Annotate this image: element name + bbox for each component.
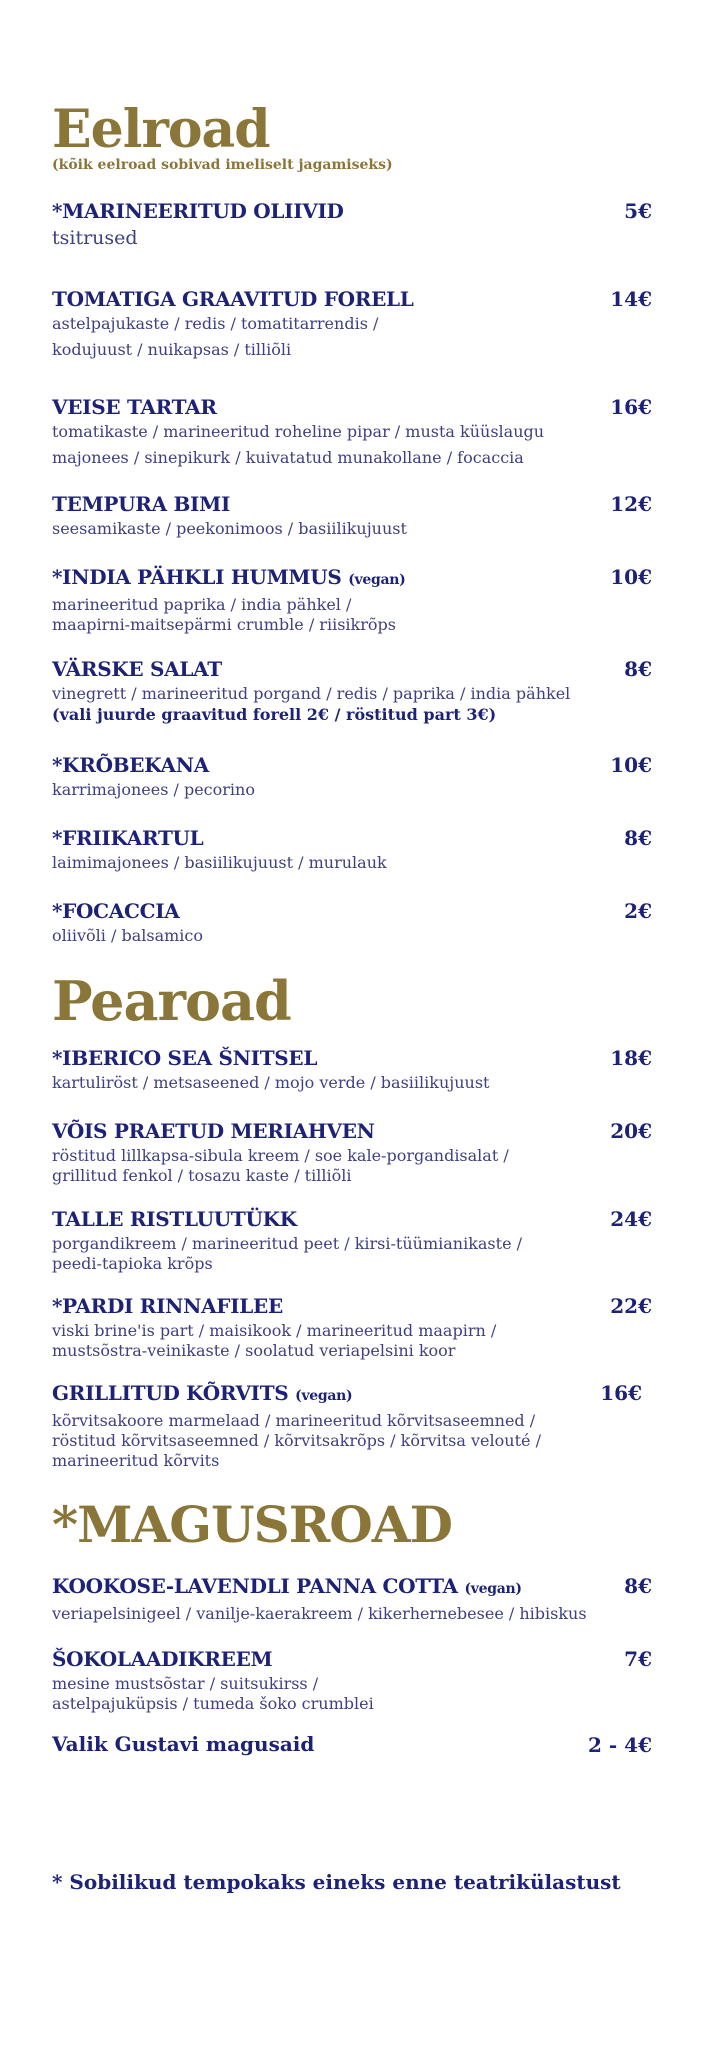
item-name: *IBERICO SEA ŠNITSEL	[52, 1046, 318, 1070]
item-price: 12€	[610, 492, 652, 516]
gustav-desserts-row	[52, 1732, 652, 1756]
item-name: TOMATIGA GRAAVITUD FORELL	[52, 287, 414, 311]
menu-item	[52, 1206, 652, 1274]
item-desc: seesamikaste / peekonimoos / basiilikujuust	[52, 519, 407, 538]
menu-item	[52, 898, 652, 946]
menu-item	[52, 1646, 652, 1714]
item-price: 22€	[610, 1294, 652, 1318]
item-desc: tsitrused	[52, 227, 138, 249]
starters-subtitle: (kõik eelroad sobivad imeliselt jagamiseks)	[52, 157, 393, 173]
menu-item	[52, 564, 652, 635]
item-name-text: KOOKOSE-LAVENDLI PANNA COTTA	[52, 1574, 458, 1598]
item-name-text: *INDIA PÄHKLI HUMMUS	[52, 565, 342, 589]
item-desc: laimimajonees / basiilikujuust / murulauk	[52, 853, 387, 872]
item-desc: marineeritud paprika / india pähkel /	[52, 595, 352, 614]
item-note: (vali juurde graavitud forell 2€ / röstitud part 3€)	[52, 705, 497, 724]
mains-title: Pearoad	[52, 969, 291, 1033]
item-name	[52, 564, 652, 593]
item-name: TEMPURA BIMI	[52, 492, 231, 516]
menu-item	[52, 656, 652, 726]
item-name: TALLE RISTLUUTÜKK	[52, 1207, 297, 1231]
menu-item	[52, 1045, 652, 1093]
desserts-title: *MAGUSROAD	[52, 1495, 452, 1554]
item-price: 14€	[610, 287, 652, 311]
item-name: *KRÕBEKANA	[52, 753, 209, 777]
item-desc: karrimajonees / pecorino	[52, 780, 255, 799]
item-price: 8€	[624, 1574, 652, 1598]
item-price: 8€	[624, 657, 652, 681]
item-price: 24€	[610, 1207, 652, 1231]
item-name	[52, 1380, 652, 1409]
footer-note: * Sobilikud tempokaks eineks enne teatrikülastust	[52, 1870, 621, 1894]
item-price: 7€	[624, 1647, 652, 1671]
item-desc: veriapelsinigeel / vanilje-kaerakreem / kikerhernebesee / hibiskus	[52, 1604, 587, 1623]
item-name: VEISE TARTAR	[52, 395, 217, 419]
item-price: 10€	[610, 753, 652, 777]
item-price: 8€	[624, 826, 652, 850]
item-desc: kartuliröst / metsaseened / mojo verde / basiilikujuust	[52, 1073, 490, 1092]
item-price: 5€	[624, 199, 652, 223]
menu-item	[52, 1293, 652, 1361]
menu-item	[52, 825, 652, 873]
item-desc: oliivõli / balsamico	[52, 926, 203, 945]
item-desc: röstitud lillkapsa-sibula kreem / soe kale-porgandisalat /	[52, 1146, 509, 1165]
item-price: 2€	[624, 899, 652, 923]
item-price: 18€	[610, 1046, 652, 1070]
item-name: VÄRSKE SALAT	[52, 657, 222, 681]
vegan-tag: (vegan)	[295, 1388, 353, 1404]
item-desc: mustsõstra-veinikaste / soolatud veriapelsini koor	[52, 1341, 456, 1360]
item-desc: astelpajuküpsis / tumeda šoko crumblei	[52, 1694, 374, 1713]
menu-item	[52, 394, 652, 468]
item-desc: grillitud fenkol / tosazu kaste / tilliõli	[52, 1166, 352, 1185]
item-desc: maapirni-maitsepärmi crumble / riisikrõps	[52, 615, 396, 634]
item-name: *PARDI RINNAFILEE	[52, 1294, 283, 1318]
item-desc: kõrvitsakoore marmelaad / marineeritud kõrvitsaseemned /	[52, 1411, 536, 1430]
menu-item	[52, 1118, 652, 1186]
menu-item	[52, 198, 652, 250]
item-desc: astelpajukaste / redis / tomatitarrendis /	[52, 314, 379, 333]
item-name: *FRIIKARTUL	[52, 826, 204, 850]
item-desc: peedi-tapioka krõps	[52, 1254, 213, 1273]
item-price: 10€	[610, 565, 652, 589]
vegan-tag: (vegan)	[348, 572, 406, 588]
item-name: *MARINEERITUD OLIIVID	[52, 199, 344, 223]
item-desc: porgandikreem / marineeritud peet / kirsi-tüümianikaste /	[52, 1234, 523, 1253]
item-desc: tomatikaste / marineeritud roheline pipar / musta küüslaugu	[52, 422, 545, 441]
gustav-desserts-name: Valik Gustavi magusaid	[52, 1732, 315, 1756]
menu-item	[52, 286, 652, 360]
item-desc: kodujuust / nuikapsas / tilliõli	[52, 340, 292, 359]
vegan-tag: (vegan)	[464, 1581, 522, 1597]
menu-item	[52, 1573, 652, 1624]
item-price: 16€	[610, 395, 652, 419]
item-desc: marineeritud kõrvits	[52, 1451, 220, 1470]
gustav-desserts-price: 2 - 4€	[588, 1733, 652, 1757]
item-desc: röstitud kõrvitsaseemned / kõrvitsakrõps / kõrvitsa velouté /	[52, 1431, 541, 1450]
menu-item	[52, 1380, 652, 1471]
item-name: ŠOKOLAADIKREEM	[52, 1647, 273, 1671]
item-desc: mesine mustsõstar / suitsukirss /	[52, 1674, 319, 1693]
starters-title: Eelroad	[52, 99, 270, 160]
item-price: 16€	[600, 1381, 642, 1405]
item-name-text: GRILLITUD KÕRVITS	[52, 1381, 289, 1405]
menu-item	[52, 491, 652, 539]
item-name	[52, 1573, 652, 1602]
item-desc: viski brine'is part / maisikook / marineeritud maapirn /	[52, 1321, 497, 1340]
item-name: VÕIS PRAETUD MERIAHVEN	[52, 1119, 375, 1143]
item-desc: vinegrett / marineeritud porgand / redis / paprika / india pähkel	[52, 684, 571, 703]
item-price: 20€	[610, 1119, 652, 1143]
item-name: *FOCACCIA	[52, 899, 180, 923]
item-desc: majonees / sinepikurk / kuivatatud munakollane / focaccia	[52, 448, 524, 467]
menu-item	[52, 752, 652, 800]
